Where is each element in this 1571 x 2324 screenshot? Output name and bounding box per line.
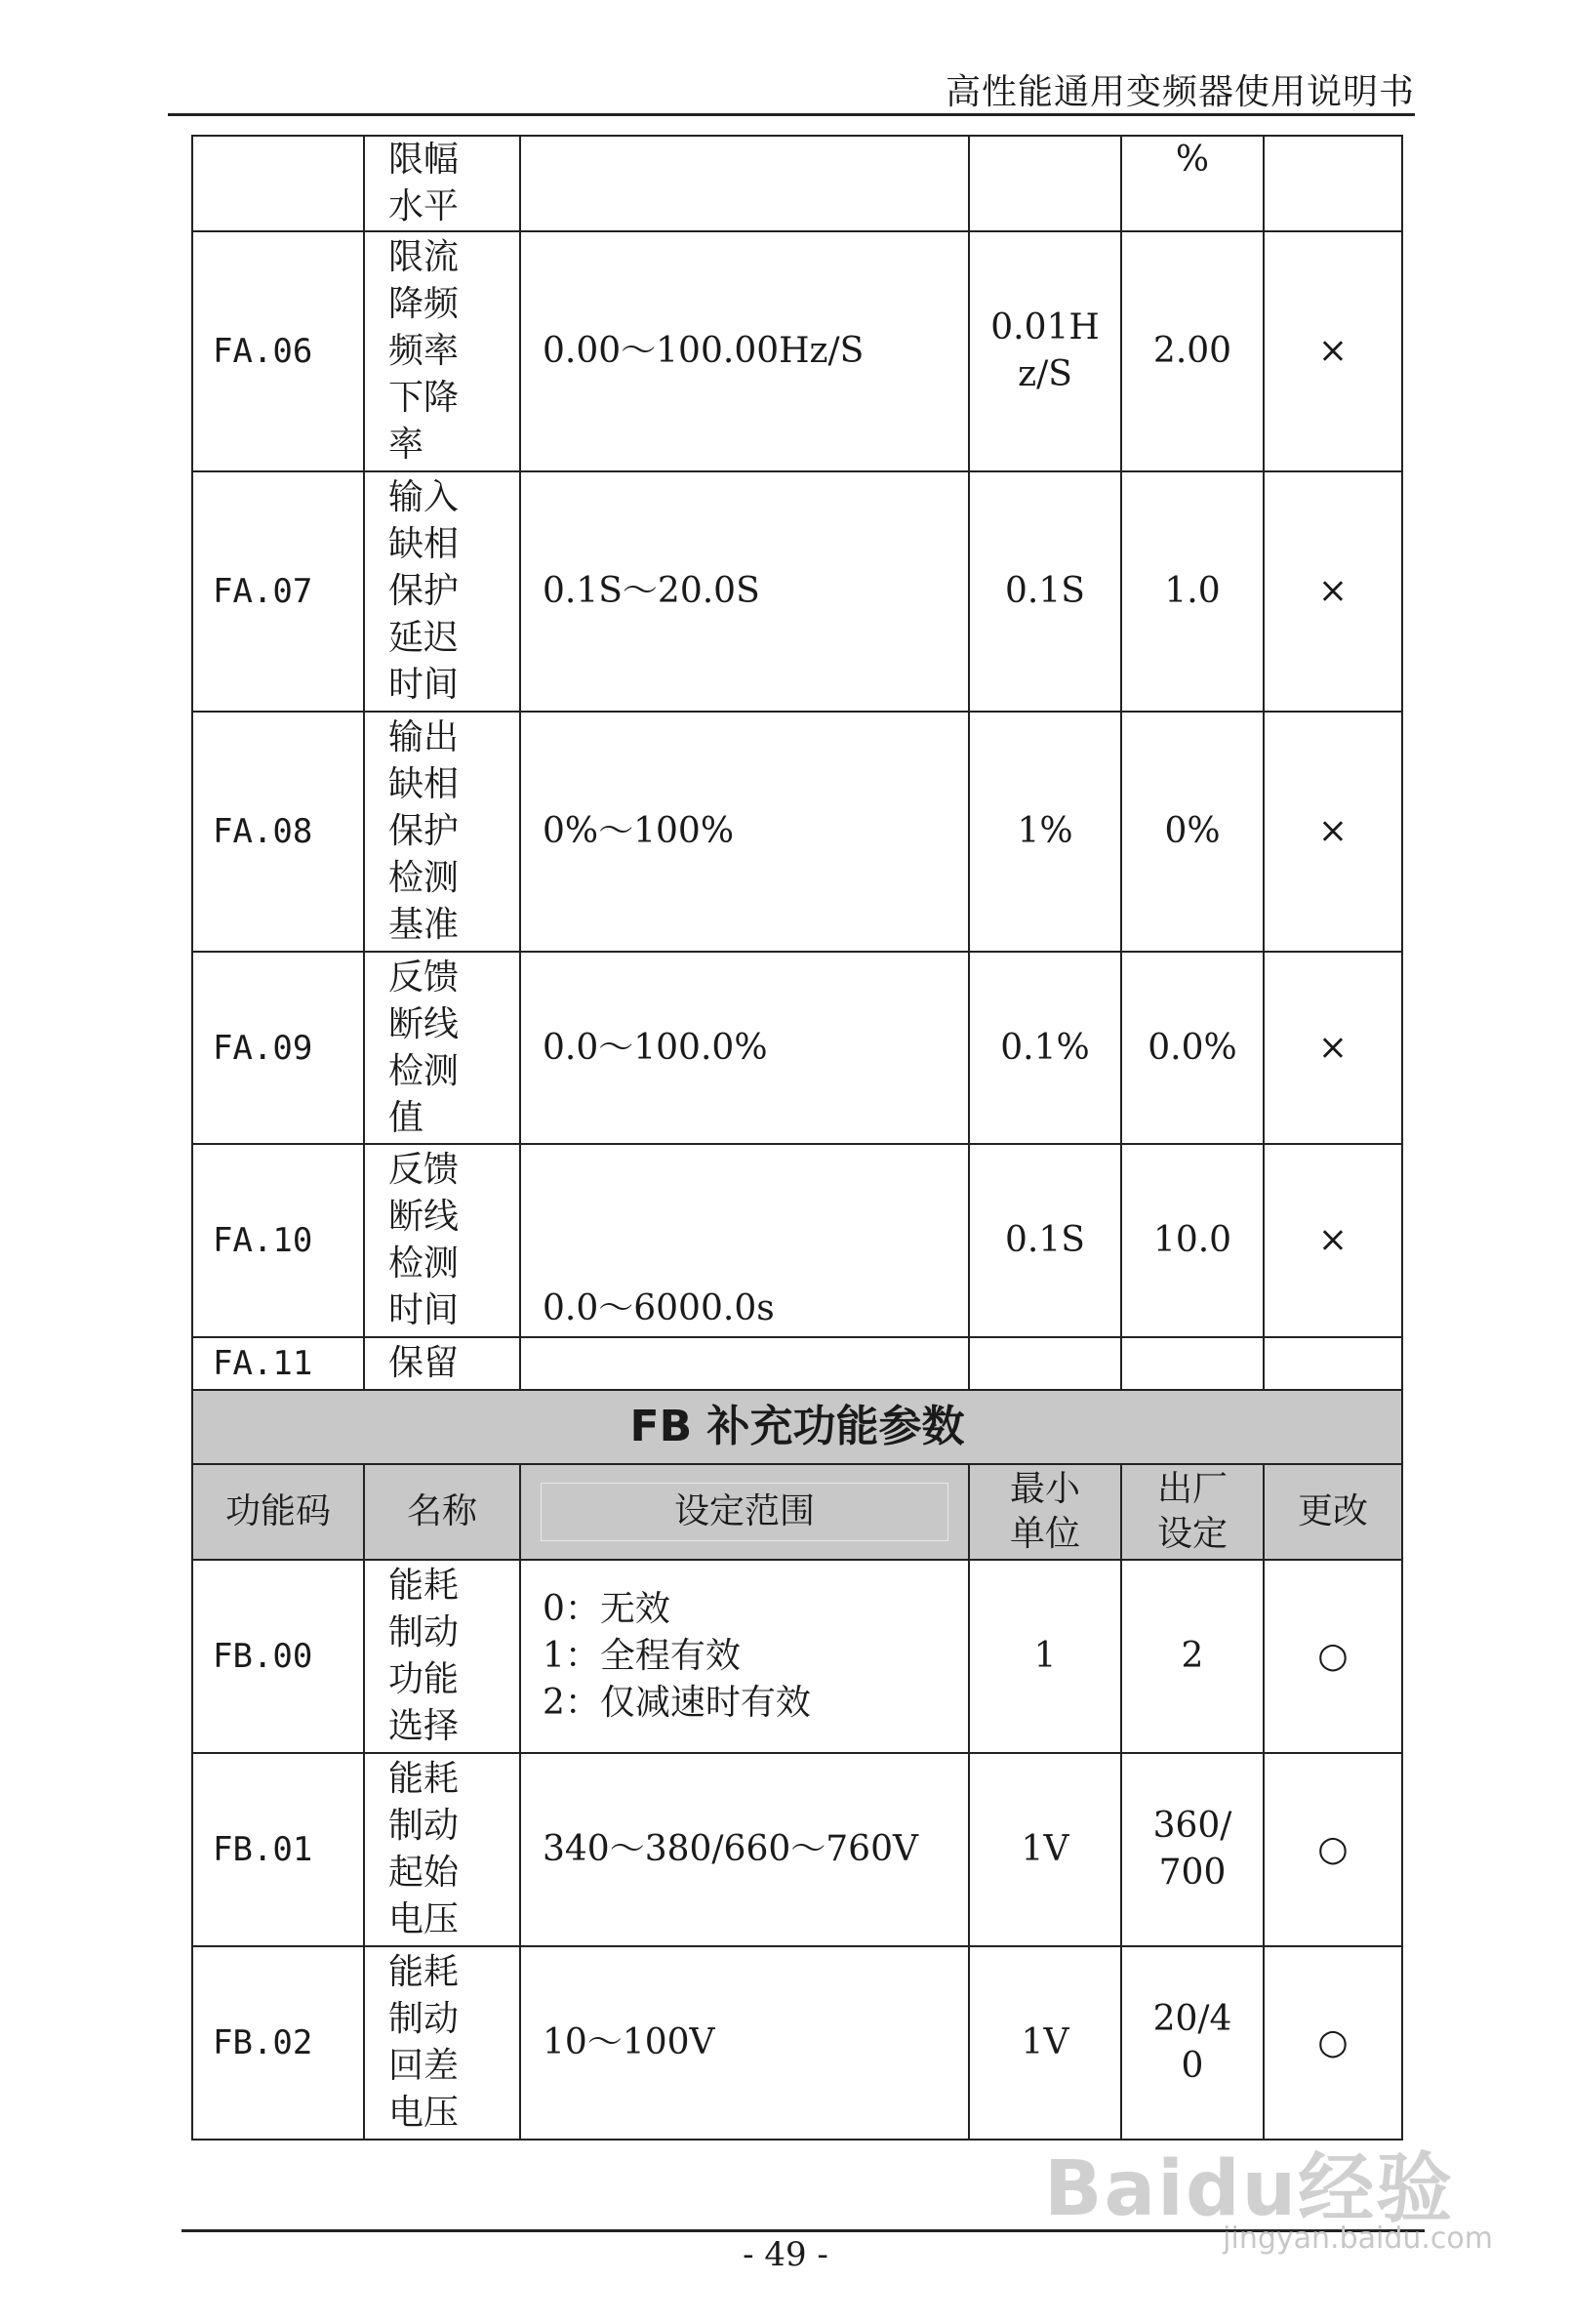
param-unit: 0.01Hz/S — [969, 231, 1121, 471]
param-change: × — [1264, 471, 1402, 712]
param-code: FA.10 — [192, 1144, 364, 1337]
table-row — [192, 1144, 1402, 1337]
table-row — [192, 712, 1402, 952]
param-range: 0：无效 1：全程有效 2：仅减速时有效 — [520, 1560, 969, 1753]
param-default: 0% — [1121, 712, 1264, 952]
column-header-change: 更改 — [1264, 1464, 1402, 1560]
page-number: - 49 - — [743, 2235, 828, 2274]
param-change: × — [1264, 712, 1402, 952]
param-unit: 0.1S — [969, 471, 1121, 712]
header-divider — [168, 113, 1415, 116]
param-unit: 1V — [969, 1946, 1121, 2140]
param-code: FA.07 — [192, 471, 364, 712]
param-code: FA.06 — [192, 231, 364, 471]
param-code: FB.00 — [192, 1560, 364, 1753]
param-name: 能耗 制动 起始 电压 — [364, 1753, 520, 1946]
param-change: ○ — [1264, 1753, 1402, 1946]
param-range: 10～100V — [520, 1946, 969, 2140]
table-row — [192, 1337, 1402, 1390]
column-header-unit: 最小 单位 — [969, 1464, 1121, 1560]
param-name: 限幅 水平 — [364, 136, 520, 231]
param-default: 0.0% — [1121, 952, 1264, 1144]
param-code — [192, 136, 364, 231]
param-default: 10.0 — [1121, 1144, 1264, 1337]
param-change: × — [1264, 231, 1402, 471]
param-unit — [969, 1337, 1121, 1390]
param-name: 输出 缺相 保护 检测 基准 — [364, 712, 520, 952]
section-header-row — [192, 1390, 1402, 1464]
param-unit: 1% — [969, 712, 1121, 952]
param-range — [520, 136, 969, 231]
table-row — [192, 136, 1402, 231]
section-title: FB 补充功能参数 — [192, 1390, 1402, 1464]
param-default: 1.0 — [1121, 471, 1264, 712]
param-change: ○ — [1264, 1946, 1402, 2140]
param-name: 反馈 断线 检测 值 — [364, 952, 520, 1144]
column-header-default: 出厂 设定 — [1121, 1464, 1264, 1560]
param-name: 能耗 制动 回差 电压 — [364, 1946, 520, 2140]
param-range: 0.00～100.00Hz/S — [520, 231, 969, 471]
table-row — [192, 1560, 1402, 1753]
param-code: FA.08 — [192, 712, 364, 952]
table-row — [192, 952, 1402, 1144]
param-range: 0%～100% — [520, 712, 969, 952]
param-code: FA.11 — [192, 1337, 364, 1390]
param-range: 0.0～100.0% — [520, 952, 969, 1144]
param-name: 保留 — [364, 1337, 520, 1390]
param-unit: 1 — [969, 1560, 1121, 1753]
param-unit: 1V — [969, 1753, 1121, 1946]
param-change — [1264, 136, 1402, 231]
param-unit — [969, 136, 1121, 231]
param-default: 2.00 — [1121, 231, 1264, 471]
column-header-name: 名称 — [364, 1464, 520, 1560]
param-range: 340～380/660～760V — [520, 1753, 969, 1946]
param-change — [1264, 1337, 1402, 1390]
table-row — [192, 231, 1402, 471]
param-default — [1121, 1337, 1264, 1390]
param-range — [520, 1337, 969, 1390]
table-row — [192, 1753, 1402, 1946]
param-default: % — [1121, 136, 1264, 231]
param-name: 反馈 断线 检测 时间 — [364, 1144, 520, 1337]
param-unit: 0.1S — [969, 1144, 1121, 1337]
param-change: × — [1264, 1144, 1402, 1337]
param-range: 0.0～6000.0s — [520, 1144, 969, 1337]
param-default: 2 — [1121, 1560, 1264, 1753]
param-change: ○ — [1264, 1560, 1402, 1753]
param-code: FB.01 — [192, 1753, 364, 1946]
param-code: FB.02 — [192, 1946, 364, 2140]
parameter-table — [191, 135, 1403, 2141]
param-default: 20/40 — [1121, 1946, 1264, 2140]
baidu-watermark — [1044, 2128, 1493, 2264]
param-name: 限流 降频 频率 下降 率 — [364, 231, 520, 471]
document-header-title: 高性能通用变频器使用说明书 — [945, 72, 1415, 112]
param-name: 输入 缺相 保护 延迟 时间 — [364, 471, 520, 712]
param-code: FA.09 — [192, 952, 364, 1144]
table-row — [192, 471, 1402, 712]
param-default: 360/700 — [1121, 1753, 1264, 1946]
param-change: × — [1264, 952, 1402, 1144]
table-row — [192, 1946, 1402, 2140]
column-header-code: 功能码 — [192, 1464, 364, 1560]
watermark-brand: Baidu经验 — [1044, 2145, 1455, 2233]
param-range: 0.1S～20.0S — [520, 471, 969, 712]
param-name: 能耗 制动 功能 选择 — [364, 1560, 520, 1753]
column-header-row — [192, 1464, 1402, 1560]
column-header-range: 设定范围 — [520, 1464, 969, 1560]
watermark-url: jingyan.baidu.com — [1223, 2222, 1493, 2256]
param-unit: 0.1% — [969, 952, 1121, 1144]
